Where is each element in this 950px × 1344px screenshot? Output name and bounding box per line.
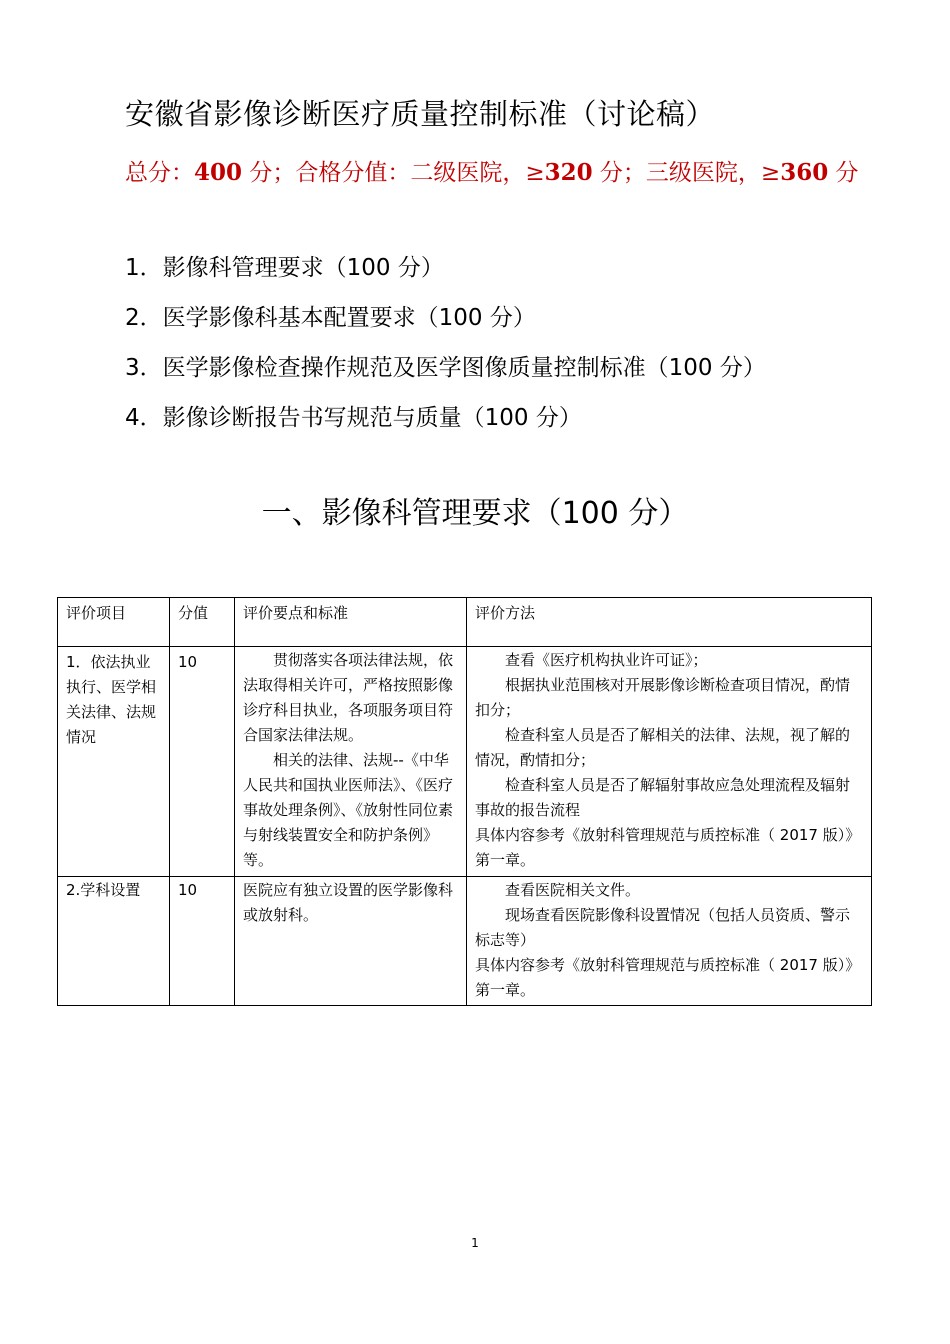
table-row	[58, 877, 872, 1006]
method-paragraph: 具体内容参考《放射科管理规范与质控标准（ 2017 版）》第一章。	[475, 956, 861, 999]
method-paragraph: 检查科室人员是否了解相关的法律、法规，视了解的情况，酌情扣分；	[475, 726, 851, 769]
row-criteria	[235, 647, 467, 877]
header-method: 评价方法	[467, 598, 872, 647]
evaluation-table	[57, 597, 872, 1006]
toc-item: 3．医学影像检查操作规范及医学图像质量控制标准（100 分）	[125, 355, 766, 381]
header-item: 评价项目	[58, 598, 170, 647]
header-criteria: 评价要点和标准	[235, 598, 467, 647]
row-item: 1．依法执业执行、医学相关法律、法规情况	[58, 647, 170, 877]
section-title: 一、影像科管理要求（100 分）	[261, 496, 689, 531]
row-score: 10	[170, 877, 235, 1006]
row-criteria	[235, 877, 467, 1006]
header-score: 分值	[170, 598, 235, 647]
row-method	[467, 877, 872, 1006]
score-requirement: 总分：400 分；合格分值：二级医院，≥320 分；三级医院，≥360 分	[125, 159, 859, 186]
criteria-paragraph: 医院应有独立设置的医学影像科或放射科。	[243, 881, 454, 924]
page-number: 1	[471, 1236, 479, 1250]
criteria-paragraph: 相关的法律、法规--《中华人民共和国执业医师法》、《医疗事故处理条例》、《放射性同位素与射线装置安全和防护条例》等。	[243, 751, 454, 869]
method-paragraph: 查看医院相关文件。	[505, 881, 641, 899]
method-paragraph: 检查科室人员是否了解辐射事故应急处理流程及辐射事故的报告流程	[475, 776, 851, 819]
toc-item: 1．影像科管理要求（100 分）	[125, 255, 444, 281]
method-paragraph: 根据执业范围核对开展影像诊断检查项目情况，酌情扣分；	[475, 676, 851, 719]
method-paragraph: 现场查看医院影像科设置情况（包括人员资质、警示标志等）	[475, 906, 851, 949]
document-title: 安徽省影像诊断医疗质量控制标准（讨论稿）	[125, 97, 716, 131]
toc-item: 4．影像诊断报告书写规范与质量（100 分）	[125, 405, 582, 431]
method-paragraph: 具体内容参考《放射科管理规范与质控标准（ 2017 版）》第一章。	[475, 826, 861, 869]
criteria-paragraph: 贯彻落实各项法律法规，依法取得相关许可，严格按照影像诊疗科目执业，各项服务项目符合国家法律法规。	[243, 651, 454, 744]
table-row	[58, 647, 872, 877]
table-header-row	[58, 598, 872, 647]
table-of-contents	[125, 252, 766, 452]
row-score: 10	[170, 647, 235, 877]
method-paragraph: 查看《医疗机构执业许可证》；	[505, 651, 708, 669]
row-item: 2.学科设置	[58, 877, 170, 1006]
row-method	[467, 647, 872, 877]
toc-item: 2．医学影像科基本配置要求（100 分）	[125, 305, 536, 331]
